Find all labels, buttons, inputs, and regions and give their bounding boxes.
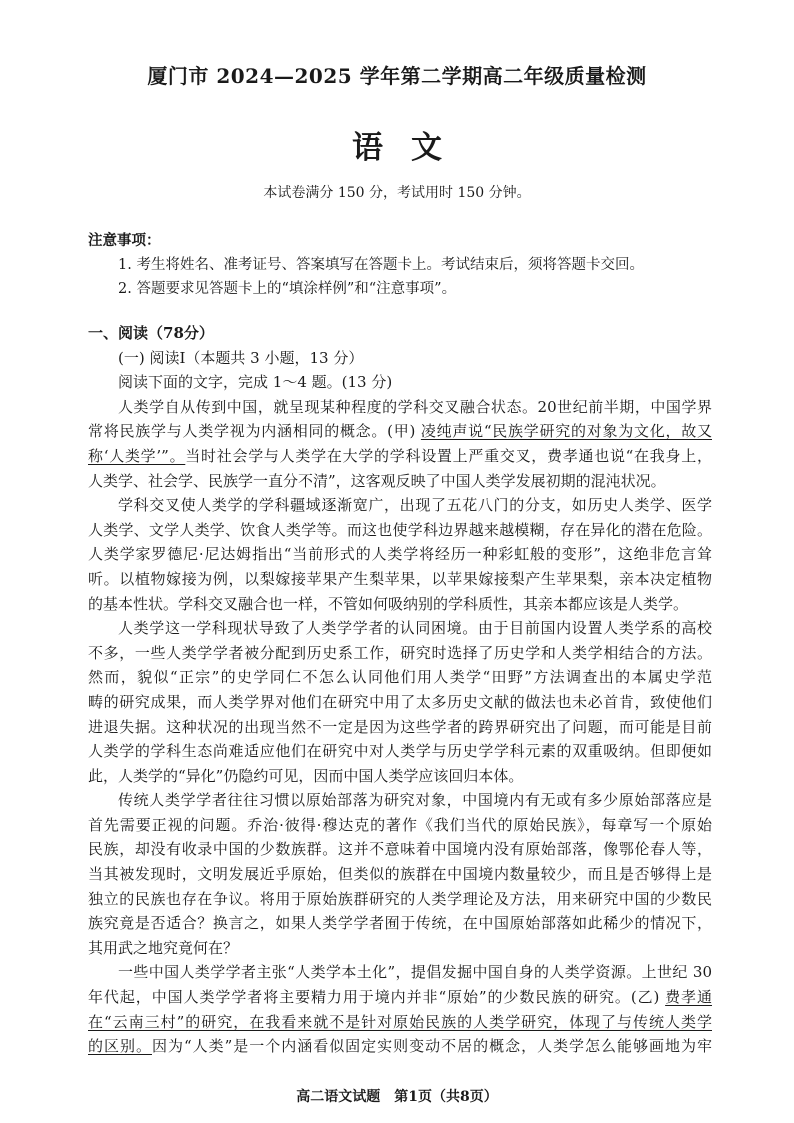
text-segment: 听。以植物嫁接为例，以梨嫁接苹果产生梨苹果，以苹果嫁接梨产生苹果梨，亲本决定植物 [88,569,712,588]
text-line [88,665,712,690]
text-segment: 因为“人类”是一个内涵看似固定实则变动不居的概念，人类学怎么能够画地为牢 [151,1037,712,1056]
text-line [88,346,712,371]
text-segment: 人类学、文学人类学、饮食人类学等。而这也使学科边界越来越模糊，存在异化的潜在危险。 [88,520,712,539]
text-segment: 人类学自从传到中国，就呈现某种程度的学科交叉融合状态。20世纪前半期，中国学界 [118,397,712,416]
text-segment: 人类学、社会学、民族学一直分不清”，这客观反映了中国人类学发展初期的混沌状况。 [88,471,666,490]
text-segment: 其用武之地究竟何在？ [88,938,239,957]
text-segment: 此，人类学的“异化”仍隐约可见，因而中国人类学应该回归本体。 [88,766,524,785]
text-segment: 常将民族学与人类学视为内涵相同的概念。(甲) [88,422,421,441]
underlined-text: 称‘人类学’”。 [88,446,186,465]
text-line [88,764,712,789]
text-segment: 民族，却没有收录中国的少数族群。这并不意味着中国境内没有原始部落，像鄂伦春人等， [88,840,712,859]
notice-item: 1. 考生将姓名、准考证号、答案填写在答题卡上。考试结束后，须将答题卡交回。 [118,257,644,273]
underlined-text: 凌纯声说“民族学研究的对象为文化，故又 [420,422,712,441]
text-line [88,518,712,543]
text-line [88,985,712,1010]
text-segment: 畴的研究成果，而人类学界对他们在研究中用了太多历史文献的做法也未必首肯，致使他们 [88,692,712,711]
text-segment: 然而，貌似“正宗”的史学同仁不怎么认同他们用人类学“田野”方法调查出的本属史学范 [88,668,712,687]
notice-item: 2. 答题要求见答题卡上的“填涂样例”和“注意事项”。 [118,281,457,297]
text-line [88,592,712,617]
text-segment: 首先需要正视的问题。乔治·彼得·穆达克的著作《我们当代的原始民族》，每章写一个原始 [88,815,712,834]
text-line [88,739,712,764]
text-line [88,788,712,813]
underlined-text: 在“云南三村”的研究，在我看来就不是针对原始民族的人类学研究，体现了与传统人类学 [88,1012,712,1031]
underlined-text: 费孝通 [665,988,712,1007]
text-segment: 独立的民族也存在争议。将用于原始族群研究的人类学理论及方法，用来研究中国的少数民 [88,889,712,908]
text-segment: 人类学的学科生态尚难适应他们在研究中对人类学与历史学学科元素的双重吸纳。但即便如 [88,742,712,761]
text-segment: 不多，一些人类学学者被分配到历史系工作，研究时选择了历史学和人类学相结合的方法。 [88,643,712,662]
text-line [88,911,712,936]
text-segment: 进退失据。这种状况的出现当然不一定是因为这些学者的跨界研究出了问题，而可能是目前 [88,717,712,736]
text-line [88,641,712,666]
text-line [88,960,712,985]
text-line [88,321,712,346]
text-segment: 一、阅读（78分） [88,324,214,342]
reading-passage [88,321,712,1059]
text-segment: 的基本性状。学科交叉融合也一样，不管如何吸纳别的学科质性，其亲本都应该是人类学。 [88,594,689,613]
text-line [88,419,712,444]
text-segment: 学科交叉使人类学的学科疆域逐渐宽广，出现了五花八门的分支，如历史人类学、医学 [118,496,712,515]
exam-title: 厦门市 2024—2025 学年第二学期高二年级质量检测 [147,64,647,88]
underlined-text: 的区别。 [88,1037,152,1056]
text-line [88,837,712,862]
text-segment: 年代起，中国人类学学者将主要精力用于境内并非“原始”的少数民族的研究。(乙) [88,988,666,1007]
text-segment: 传统人类学学者往往习惯以原始部落为研究对象，中国境内有无或有多少原始部落应是 [118,791,712,810]
exam-info: 本试卷满分 150 分，考试用时 150 分钟。 [263,185,531,201]
text-line [88,493,712,518]
text-line [88,715,712,740]
subject-title: 语文 [352,130,470,166]
text-line [88,395,712,420]
text-line [88,862,712,887]
notice-heading: 注意事项： [88,232,161,249]
text-line [88,690,712,715]
text-segment: 当时社会学与人类学在大学的学科设置上严重交叉，费孝通也说“在我身上， [185,446,712,465]
text-line [88,542,712,567]
text-segment: 当其被发现时，文明发展近乎原始，但类似的族群在中国境内数量较少，而且是否够得上是 [88,865,712,884]
text-segment: 人类学家罗德尼·尼达姆指出“当前形式的人类学将经历一种彩虹般的变形”，这绝非危言耸 [88,545,712,564]
text-segment: 人类学这一学科现状导致了人类学学者的认同困境。由于目前国内设置人类学系的高校 [118,619,712,638]
text-line [88,370,712,395]
text-segment: (一) 阅读Ⅰ（本题共 3 小题，13 分） [118,348,364,367]
text-line [88,887,712,912]
page-footer: 高二语文试题 第1页（共8页） [296,1089,498,1105]
text-line [88,616,712,641]
text-line [88,444,712,469]
text-segment: 一些中国人类学学者主张“人类学本土化”，提倡发掘中国自身的人类学资源。上世纪 30 [118,963,712,982]
text-segment: 族究竟是否适合？换言之，如果人类学学者囿于传统，在中国原始部落如此稀少的情况下， [88,914,712,933]
text-line [88,813,712,838]
text-line [88,936,712,961]
text-line [88,1034,712,1059]
text-line [88,1010,712,1035]
text-line [88,469,712,494]
text-line [88,567,712,592]
text-segment: 阅读下面的文字，完成 1～4 题。(13 分) [118,373,393,392]
